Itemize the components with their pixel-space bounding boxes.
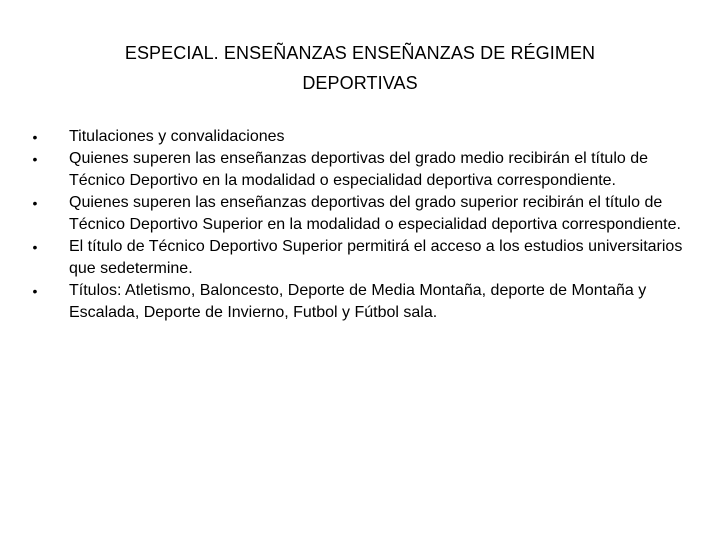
bullet-item-grado-medio: [28, 148, 683, 192]
bullet-item-titulos: [28, 280, 683, 324]
bullet-icon: •: [32, 283, 38, 299]
slide-title-line-1: ESPECIAL. ENSEÑANZAS ENSEÑANZAS DE RÉGIMEN: [124, 43, 596, 63]
bullet-item-acceso-universidad: [28, 236, 683, 280]
bullet-icon: •: [32, 239, 38, 255]
slide-title: [60, 38, 660, 98]
bullet-text: Quienes superen las enseñanzas deportivas del grado superior recibirán el título de Técnico Deportivo Superior en la modalidad o especialidad deportiva correspondiente.: [69, 194, 681, 233]
bullet-icon: •: [32, 195, 38, 211]
bullet-list: [28, 126, 683, 324]
bullet-text: Titulaciones y convalidaciones: [69, 128, 285, 145]
bullet-icon: •: [32, 129, 38, 145]
slide-title-line-2: DEPORTIVAS: [302, 73, 418, 93]
bullet-text: Títulos: Atletismo, Baloncesto, Deporte de Media Montaña, deporte de Montaña y Escalada, Deporte de Invierno, Futbol y Fútbol sala.: [69, 282, 647, 321]
bullet-item-grado-superior: [28, 192, 683, 236]
bullet-text: El título de Técnico Deportivo Superior permitirá el acceso a los estudios universitarios que sedetermine.: [69, 238, 683, 277]
bullet-icon: •: [32, 151, 38, 167]
bullet-item-titulaciones: [28, 126, 683, 148]
bullet-text: Quienes superen las enseñanzas deportivas del grado medio recibirán el título de Técnico Deportivo en la modalidad o especialidad deportiva correspondiente.: [69, 150, 649, 189]
